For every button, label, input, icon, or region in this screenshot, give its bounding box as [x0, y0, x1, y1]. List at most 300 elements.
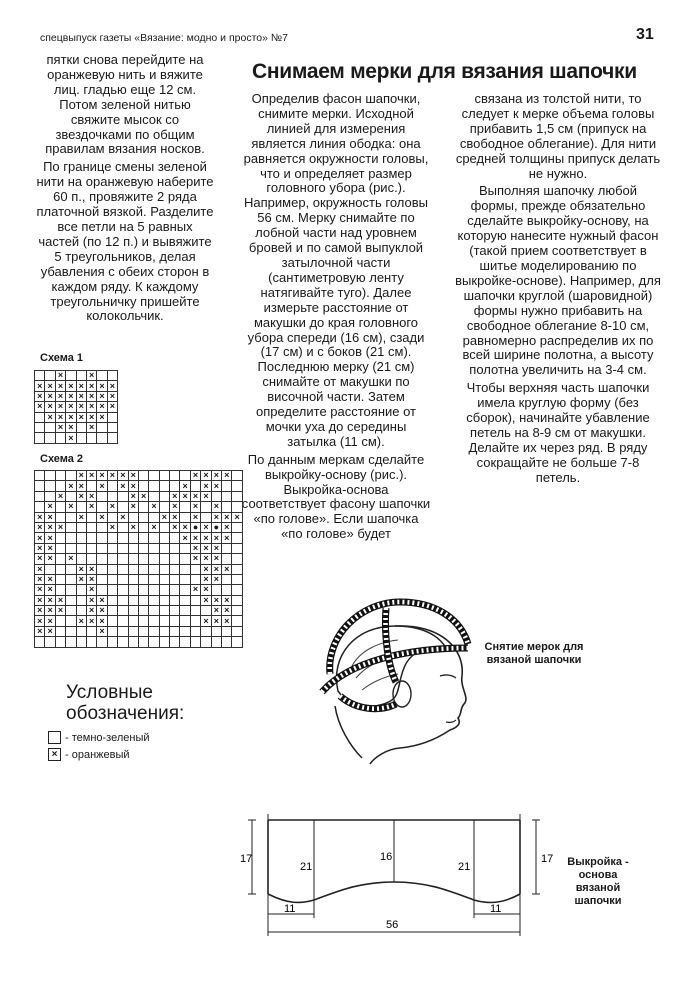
- empty-cell: [45, 422, 55, 432]
- empty-cell: [128, 543, 138, 553]
- scheme-2-title: Схема 2: [40, 453, 84, 465]
- cross-cell: ×: [211, 574, 221, 584]
- empty-cell: [159, 564, 169, 574]
- cross-cell: ×: [55, 491, 65, 501]
- scheme-1-row: [35, 371, 118, 381]
- empty-cell: [86, 481, 96, 491]
- empty-cell: [66, 606, 76, 616]
- neck-outline: [335, 706, 362, 758]
- empty-cell: [149, 481, 159, 491]
- scheme-2-row: [35, 637, 243, 647]
- empty-cell: [118, 606, 128, 616]
- empty-cell: [76, 543, 86, 553]
- empty-cell: [180, 595, 190, 605]
- empty-cell: [55, 626, 65, 636]
- cross-cell: ×: [222, 471, 232, 481]
- cross-cell: ×: [66, 433, 76, 443]
- column-3-paragraph-3: Чтобы верхняя часть шапочки имела круглую форму (без сборок), начинайте убавление петель на 8-9 см от макушки. Делайте их через ряд. В ряду сокращайте не больше 7-8 петель.: [466, 380, 650, 485]
- empty-cell: [55, 481, 65, 491]
- empty-cell: [138, 637, 148, 647]
- empty-cell: [35, 502, 45, 512]
- scheme-1-row: [35, 381, 118, 391]
- cross-cell: ×: [97, 391, 107, 401]
- empty-cell: [97, 433, 107, 443]
- empty-cell: [180, 616, 190, 626]
- dim-label-bottom-left: 11: [284, 903, 296, 915]
- empty-cell: [118, 522, 128, 532]
- empty-cell: [107, 481, 117, 491]
- legend-title-line-2: обозначения:: [66, 703, 185, 724]
- cross-cell: ×: [45, 616, 55, 626]
- empty-cell: [180, 637, 190, 647]
- empty-cell: [66, 626, 76, 636]
- cross-cell: ×: [190, 543, 200, 553]
- cross-cell: ×: [86, 422, 96, 432]
- legend-item-2-label: - оранжевый: [65, 748, 130, 761]
- empty-cell: [180, 502, 190, 512]
- empty-cell: [45, 371, 55, 381]
- cross-cell: ×: [128, 471, 138, 481]
- empty-cell: [180, 574, 190, 584]
- empty-cell: [55, 585, 65, 595]
- empty-cell: [170, 554, 180, 564]
- empty-cell: [232, 471, 242, 481]
- empty-cell: [76, 422, 86, 432]
- empty-cell: [180, 564, 190, 574]
- empty-cell: [149, 564, 159, 574]
- cross-cell: ×: [97, 512, 107, 522]
- empty-cell: [170, 637, 180, 647]
- empty-cell: [118, 574, 128, 584]
- empty-cell: [107, 616, 117, 626]
- cross-cell: ×: [211, 564, 221, 574]
- empty-cell: [76, 502, 86, 512]
- empty-cell: [159, 471, 169, 481]
- empty-cell: [149, 616, 159, 626]
- cross-cell: ×: [35, 381, 45, 391]
- cross-cell: ×: [66, 554, 76, 564]
- empty-cell: [118, 585, 128, 595]
- cross-cell: ×: [201, 564, 211, 574]
- empty-cell: [118, 502, 128, 512]
- scheme-2-row: [35, 574, 243, 584]
- empty-cell: [97, 637, 107, 647]
- empty-cell: [35, 471, 45, 481]
- cross-cell: ×: [45, 402, 55, 412]
- empty-cell: [35, 481, 45, 491]
- cross-cell: ×: [76, 574, 86, 584]
- empty-cell: [97, 564, 107, 574]
- cross-cell: ×: [180, 491, 190, 501]
- cross-cell: ×: [35, 402, 45, 412]
- empty-cell: [138, 585, 148, 595]
- empty-cell: [97, 554, 107, 564]
- cross-cell: ×: [76, 391, 86, 401]
- empty-cell: [55, 554, 65, 564]
- empty-cell: [159, 606, 169, 616]
- empty-cell: [222, 574, 232, 584]
- cross-cell: ×: [190, 491, 200, 501]
- scheme-1-row: [35, 422, 118, 432]
- cross-cell: ×: [35, 543, 45, 553]
- empty-cell: [118, 637, 128, 647]
- cross-cell: ×: [211, 554, 221, 564]
- empty-cell: [35, 491, 45, 501]
- column-1-paragraph-2: По границе смены зеленой нити на оранжевую наберите 60 п., провяжите 2 ряда платочной вязкой. Разделите все петли на 5 равных частей (по 12 п.) и вывяжите 5 треугольников, делая убавления с обеих сторон в каждом ряду. К каждому треугольничку пришейте колокольчик.: [36, 159, 214, 324]
- scheme-1-row: [35, 433, 118, 443]
- empty-cell: [201, 606, 211, 616]
- empty-cell: [86, 533, 96, 543]
- cross-cell: ×: [107, 391, 117, 401]
- empty-cell: [118, 533, 128, 543]
- cross-cell: ×: [45, 512, 55, 522]
- empty-cell: [149, 626, 159, 636]
- cross-cell: ×: [211, 616, 221, 626]
- empty-cell: [55, 502, 65, 512]
- ear-outline: [393, 681, 411, 707]
- empty-cell: [159, 554, 169, 564]
- scheme-2-row: [35, 491, 243, 501]
- empty-cell: [66, 533, 76, 543]
- cross-cell: ×: [97, 595, 107, 605]
- empty-cell: [180, 585, 190, 595]
- cross-cell: ×: [35, 391, 45, 401]
- cross-cell: ×: [55, 422, 65, 432]
- empty-cell: [107, 533, 117, 543]
- cross-cell: ×: [35, 512, 45, 522]
- empty-cell: [211, 491, 221, 501]
- empty-cell: [232, 564, 242, 574]
- head-figure-caption: Снятие мерок для вязаной шапочки: [484, 641, 584, 666]
- empty-cell: [170, 626, 180, 636]
- empty-cell: [107, 433, 117, 443]
- empty-cell: [149, 533, 159, 543]
- cross-cell: ×: [45, 391, 55, 401]
- cross-cell: ×: [159, 512, 169, 522]
- cross-cell: ×: [222, 512, 232, 522]
- empty-cell: [86, 543, 96, 553]
- empty-cell: [149, 543, 159, 553]
- empty-cell: [76, 595, 86, 605]
- column-1-paragraph-1: пятки снова перейдите на оранжевую нить и вяжите лиц. гладью еще 12 см. Потом зеленой нитью свяжите мысок со звездочками по общим правилам вязания носков.: [45, 52, 205, 157]
- empty-cell: [190, 616, 200, 626]
- cross-cell: ×: [35, 616, 45, 626]
- empty-cell: [97, 491, 107, 501]
- scheme-2-grid: [34, 470, 243, 648]
- empty-cell: [149, 491, 159, 501]
- scheme-2-row: [35, 606, 243, 616]
- cross-cell: ×: [201, 585, 211, 595]
- dim-label-right-height: 17: [541, 853, 554, 865]
- empty-cell: [211, 585, 221, 595]
- empty-cell: [76, 533, 86, 543]
- empty-cell: [66, 512, 76, 522]
- cross-cell: ×: [128, 491, 138, 501]
- cross-cell: ×: [76, 402, 86, 412]
- cross-cell: ×: [201, 543, 211, 553]
- cross-cell: ×: [66, 422, 76, 432]
- empty-cell: [35, 422, 45, 432]
- empty-cell: [128, 574, 138, 584]
- cross-cell: ×: [201, 616, 211, 626]
- scheme-2-row: [35, 616, 243, 626]
- cross-cell: ×: [201, 574, 211, 584]
- cross-cell: ×: [86, 502, 96, 512]
- empty-cell: [138, 595, 148, 605]
- empty-cell: [86, 522, 96, 532]
- empty-cell: [76, 522, 86, 532]
- legend-item-dark-green: [48, 731, 150, 744]
- empty-cell: [159, 491, 169, 501]
- cross-cell: ×: [55, 412, 65, 422]
- empty-cell: [97, 371, 107, 381]
- empty-cell: [128, 554, 138, 564]
- scheme-2-row: [35, 595, 243, 605]
- pattern-figure-caption: Выкройка - основа вязаной шапочки: [567, 856, 629, 907]
- empty-cell: [232, 595, 242, 605]
- empty-cell: [55, 433, 65, 443]
- cross-cell: ×: [190, 554, 200, 564]
- cross-cell: ×: [211, 512, 221, 522]
- empty-cell: [107, 491, 117, 501]
- dim-label-side-left: 21: [300, 861, 313, 873]
- cross-cell: ×: [86, 606, 96, 616]
- scheme-1-grid: [34, 370, 118, 444]
- empty-cell: [222, 554, 232, 564]
- empty-cell: [76, 585, 86, 595]
- empty-cell: [35, 371, 45, 381]
- empty-cell: [159, 626, 169, 636]
- empty-cell: [159, 522, 169, 532]
- empty-cell: [118, 554, 128, 564]
- empty-cell: [138, 616, 148, 626]
- empty-cell: [170, 471, 180, 481]
- cross-cell: ×: [35, 585, 45, 595]
- empty-cell: [107, 564, 117, 574]
- eye-icon: [440, 675, 456, 678]
- legend-item-orange: [48, 748, 130, 761]
- empty-cell: [107, 585, 117, 595]
- cross-cell: ×: [76, 471, 86, 481]
- empty-cell: [222, 585, 232, 595]
- empty-cell: [76, 433, 86, 443]
- cross-cell: ×: [35, 595, 45, 605]
- empty-cell: [97, 522, 107, 532]
- cross-cell: ×: [35, 522, 45, 532]
- cross-cell: ×: [45, 381, 55, 391]
- scheme-1-row: [35, 391, 118, 401]
- cross-cell: ×: [35, 626, 45, 636]
- empty-cell: [211, 637, 221, 647]
- cross-cell: ×: [128, 481, 138, 491]
- cross-cell: ×: [86, 371, 96, 381]
- empty-cell: [66, 491, 76, 501]
- cross-cell: ×: [55, 391, 65, 401]
- empty-cell: [55, 616, 65, 626]
- empty-cell: [76, 637, 86, 647]
- scheme-2-row: [35, 502, 243, 512]
- empty-cell: [138, 626, 148, 636]
- empty-cell: [66, 585, 76, 595]
- empty-cell: [232, 616, 242, 626]
- empty-cell: [201, 626, 211, 636]
- cross-cell: ×: [97, 616, 107, 626]
- cross-cell: ×: [35, 564, 45, 574]
- empty-cell: [107, 595, 117, 605]
- dim-label-width: 56: [386, 919, 399, 931]
- cross-cell: ×: [35, 574, 45, 584]
- cross-cell: ×: [180, 533, 190, 543]
- empty-cell: [118, 616, 128, 626]
- empty-cell: [222, 543, 232, 553]
- scheme-2-row: [35, 522, 243, 532]
- empty-cell: [170, 481, 180, 491]
- empty-cell: [138, 481, 148, 491]
- empty-cell: [190, 626, 200, 636]
- empty-cell: [232, 533, 242, 543]
- empty-cell: [35, 637, 45, 647]
- empty-cell: [55, 564, 65, 574]
- cross-cell: ×: [66, 402, 76, 412]
- cross-cell: ×: [190, 471, 200, 481]
- empty-cell: [211, 626, 221, 636]
- scheme-1-row: [35, 412, 118, 422]
- empty-cell: [201, 637, 211, 647]
- cross-cell: ×: [180, 522, 190, 532]
- cross-cell: ×: [45, 533, 55, 543]
- empty-cell: [222, 637, 232, 647]
- cross-cell: ×: [66, 502, 76, 512]
- mouth-line: [446, 720, 456, 722]
- cross-cell: ×: [45, 574, 55, 584]
- column-2-paragraph-1: Определив фасон шапочки, снимите мерки. Исходной линией для измерения является линия ободка: она равняется окружности головы, что и определяет размер головного убора (рис.). Например, окружность головы 56 см. Мерку снимайте по лобной части над уровнем бровей и по самой выпуклой затылочной части (сантиметровую ленту натягивайте туго). Далее измерьте расстояние от макушки до края головного убора спереди (16 см), сзади (17 см) и с боков (21 см). Последнюю мерку (21 см) снимайте от макушки по височной части. Затем определите расстояние от мочки уха до середины затылка (11 см).: [243, 91, 429, 449]
- cross-cell: ×: [97, 481, 107, 491]
- empty-cell: [159, 616, 169, 626]
- empty-cell: [190, 606, 200, 616]
- empty-cell: [66, 564, 76, 574]
- cross-cell: ×: [45, 412, 55, 422]
- scheme-1-title: Схема 1: [40, 352, 84, 364]
- empty-cell: [170, 595, 180, 605]
- cross-cell: ×: [180, 481, 190, 491]
- column-2: [241, 92, 431, 545]
- empty-cell: [232, 522, 242, 532]
- empty-cell: [180, 554, 190, 564]
- empty-cell: [35, 433, 45, 443]
- empty-cell: [97, 422, 107, 432]
- scheme-2-row: [35, 533, 243, 543]
- cross-cell: ×: [76, 616, 86, 626]
- empty-cell: [107, 512, 117, 522]
- empty-cell: [149, 574, 159, 584]
- empty-cell: [76, 554, 86, 564]
- empty-cell: [45, 433, 55, 443]
- cross-cell: ×: [201, 533, 211, 543]
- cross-cell: ×: [170, 491, 180, 501]
- empty-cell: [159, 585, 169, 595]
- empty-cell: [190, 481, 200, 491]
- empty-cell: [107, 637, 117, 647]
- cross-cell: ×: [55, 522, 65, 532]
- empty-cell: [232, 491, 242, 501]
- cross-cell: ×: [55, 371, 65, 381]
- cross-cell: ×: [222, 533, 232, 543]
- empty-cell: [190, 637, 200, 647]
- dot-cell: ●: [211, 522, 221, 532]
- empty-cell: [159, 502, 169, 512]
- pattern-bottom-curve: [268, 882, 520, 902]
- empty-cell: [138, 522, 148, 532]
- empty-cell: [159, 637, 169, 647]
- cross-cell: ×: [170, 522, 180, 532]
- cross-cell: ×: [35, 533, 45, 543]
- empty-cell: [86, 512, 96, 522]
- cross-cell: ×: [76, 491, 86, 501]
- empty-cell: [55, 543, 65, 553]
- cross-cell: ×: [86, 412, 96, 422]
- empty-cell: [128, 595, 138, 605]
- cross-cell: ×: [45, 626, 55, 636]
- cross-cell: ×: [86, 402, 96, 412]
- empty-cell: [201, 512, 211, 522]
- cross-cell: ×: [138, 491, 148, 501]
- empty-cell: [76, 606, 86, 616]
- cross-cell: ×: [211, 502, 221, 512]
- empty-cell: [180, 471, 190, 481]
- empty-cell: [232, 574, 242, 584]
- cross-cell: ×: [201, 481, 211, 491]
- cross-cell: ×: [35, 554, 45, 564]
- cross-cell: ×: [107, 522, 117, 532]
- empty-cell: [45, 471, 55, 481]
- cross-cell: ×: [170, 512, 180, 522]
- cross-cell: ×: [66, 381, 76, 391]
- cross-cell: ×: [201, 522, 211, 532]
- cross-cell: ×: [222, 616, 232, 626]
- empty-cell: [118, 491, 128, 501]
- cross-cell: ×: [222, 564, 232, 574]
- dim-label-left-height: 17: [240, 853, 253, 865]
- scheme-2-row: [35, 554, 243, 564]
- empty-cell: [232, 502, 242, 512]
- empty-cell: [232, 637, 242, 647]
- cross-cell: ×: [45, 554, 55, 564]
- empty-cell: [222, 491, 232, 501]
- cross-cell: ×: [76, 564, 86, 574]
- empty-cell: [159, 533, 169, 543]
- empty-cell: [138, 606, 148, 616]
- cross-cell: ×: [222, 522, 232, 532]
- cross-cell: ×: [211, 533, 221, 543]
- measuring-tape-top-ticks: [330, 602, 468, 674]
- empty-cell: [45, 564, 55, 574]
- cross-cell: ×: [35, 606, 45, 616]
- empty-cell: [180, 543, 190, 553]
- empty-cell: [55, 533, 65, 543]
- cross-cell-swatch: ×: [48, 748, 61, 761]
- empty-cell: [55, 574, 65, 584]
- empty-cell: [159, 574, 169, 584]
- dim-label-side-right: 21: [458, 861, 471, 873]
- cross-cell: ×: [211, 471, 221, 481]
- dot-cell: ●: [190, 522, 200, 532]
- cross-cell: ×: [45, 585, 55, 595]
- scheme-2-row: [35, 585, 243, 595]
- cross-cell: ×: [45, 606, 55, 616]
- empty-cell: [128, 533, 138, 543]
- empty-cell: [45, 637, 55, 647]
- empty-cell: [107, 371, 117, 381]
